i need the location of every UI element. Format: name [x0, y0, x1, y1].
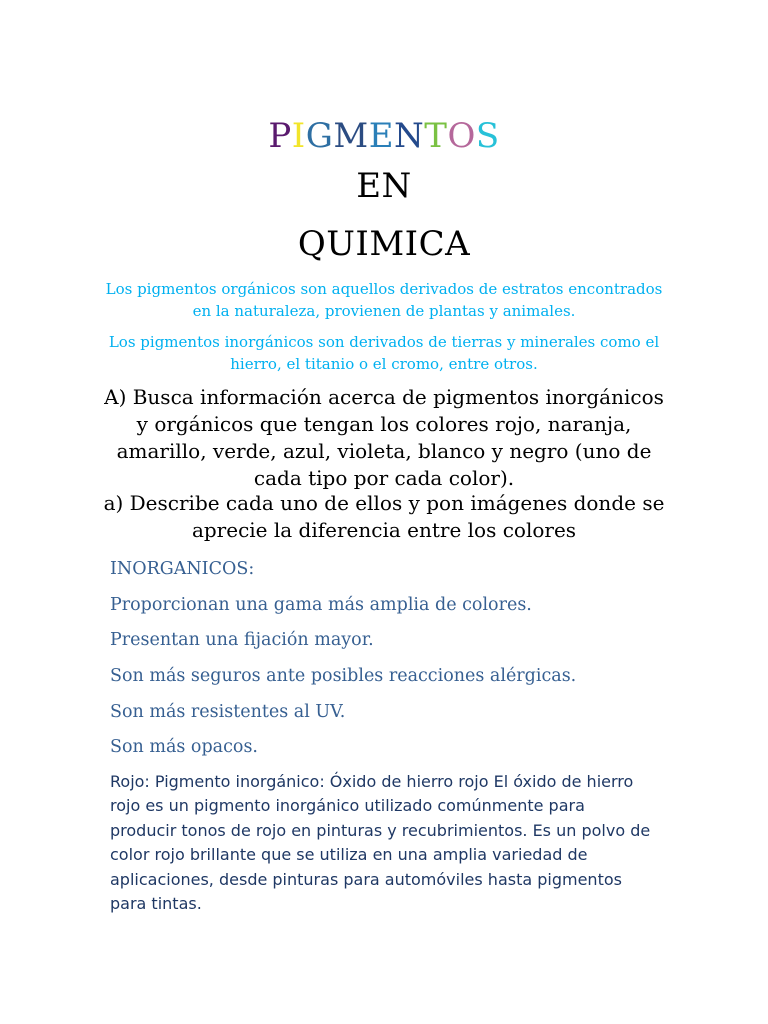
inorganicos-heading: INORGANICOS:	[110, 559, 255, 579]
intro-organic-paragraph: Los pigmentos orgánicos son aquellos derivados de estratos encontrados en la naturaleza, provienen de plantas y animales.	[105, 280, 663, 320]
intro-inorganic-paragraph: Los pigmentos inorgánicos son derivados de tierras y minerales como el hierro, el titanio o el cromo, entre otros.	[108, 333, 660, 373]
title-letter: P	[268, 116, 292, 156]
title-letter: I	[291, 116, 306, 156]
title-letter: T	[424, 116, 448, 156]
task-sub-a-paragraph: a) Describe cada uno de ellos y pon imágenes donde se aprecie la diferencia entre los colores	[103, 491, 665, 542]
task-a-paragraph: A) Busca información acerca de pigmentos inorgánicos y orgánicos que tengan los colores rojo, naranja, amarillo, verde, azul, violeta, blanco y negro (uno de cada tipo por cada color).	[104, 385, 664, 490]
list-item: Son más opacos.	[110, 737, 258, 757]
title-letter: E	[368, 116, 395, 156]
title-pigmentos	[0, 116, 768, 156]
title-en: EN	[356, 166, 412, 206]
list-item: Son más seguros ante posibles reacciones alérgicas.	[110, 666, 577, 686]
title-letter: M	[333, 116, 369, 156]
rojo-detail-paragraph: Rojo: Pigmento inorgánico: Óxido de hierro rojo El óxido de hierro rojo es un pigmento inorgánico utilizado comúnmente para producir tonos de rojo en pinturas y recubrimientos. Es un polvo de color rojo brillante que se utiliza en una amplia variedad de aplicaciones, desde pinturas para automóviles hasta pigmentos para tintas.	[110, 772, 651, 914]
list-item: Presentan una fijación mayor.	[110, 630, 374, 650]
list-item: Proporcionan una gama más amplia de colores.	[110, 595, 532, 615]
list-item: Son más resistentes al UV.	[110, 702, 346, 722]
title-letter: S	[475, 116, 500, 156]
title-quimica: QUIMICA	[297, 224, 471, 264]
title-letter: O	[447, 116, 476, 156]
title-letter: G	[305, 116, 334, 156]
title-letter: N	[394, 116, 425, 156]
